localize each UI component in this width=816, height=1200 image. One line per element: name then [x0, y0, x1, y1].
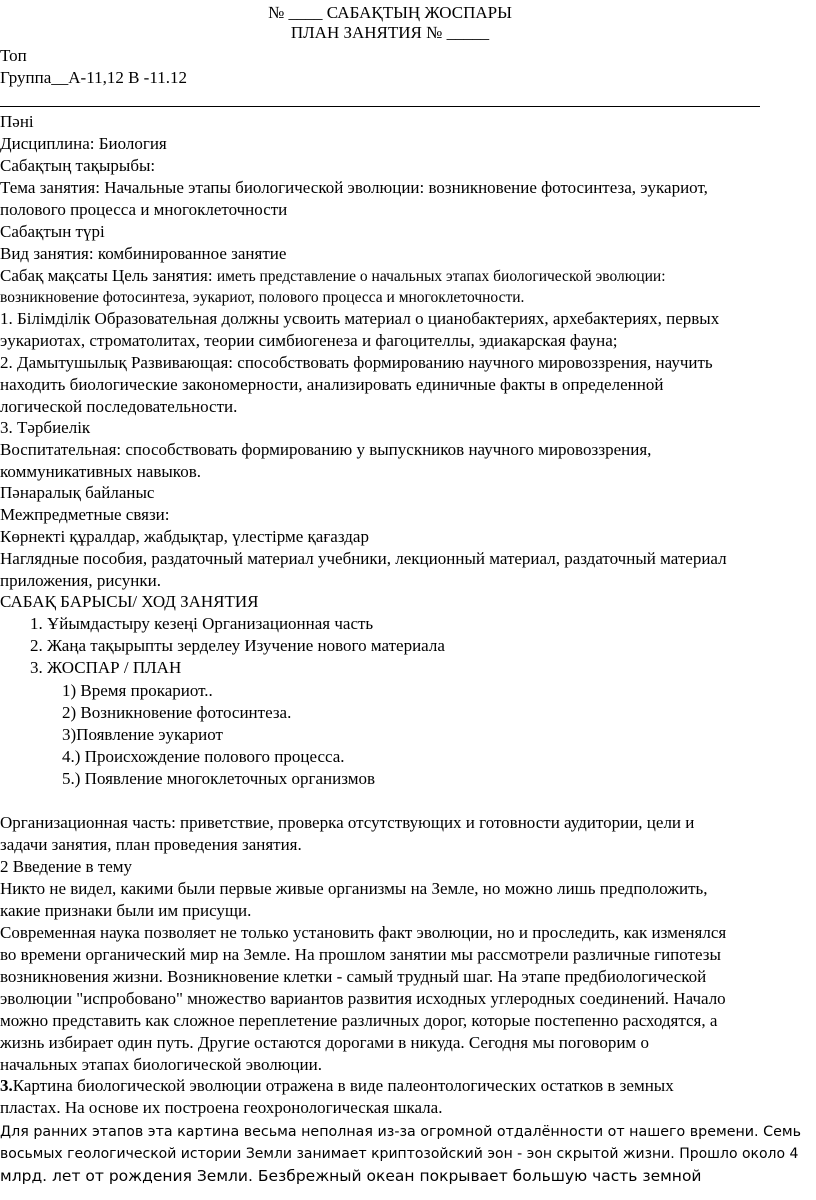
aids-line-1: Наглядные пособия, раздаточный материал учебники, лекционный материал, раздаточный материал	[0, 549, 727, 568]
plan-item-3: 3)Появление эукариот	[62, 725, 223, 744]
objective-dev-line-3: логической последовательности.	[0, 397, 238, 416]
objective-upb-label: 3. Тәрбиелік	[0, 418, 91, 437]
topic-line-1: Тема занятия: Начальные этапы биологической эволюции: возникновение фотосинтеза, эукариот,	[0, 178, 708, 197]
section-3-p4-line: Для ранних этапов эта картина весьма неполная из-за огромной отдалённости от нашего времени. Семь	[0, 1124, 801, 1140]
objective-edu-line-2: эукариотах, строматолитах, теории симбиогенеза и фагоцителлы, эдиакарская фауна;	[0, 331, 618, 350]
goal-text: иметь представление о начальных этапах биологической эволюции:	[216, 268, 666, 285]
objective-upb-line-2: коммуникативных навыков.	[0, 462, 201, 481]
group-line: Группа__А-11,12 В -11.12	[0, 68, 187, 87]
course-step-1: 1. Ұйымдастыру кезеңі Организационная часть	[30, 614, 374, 633]
intro-p2-line: Современная наука позволяет не только установить факт эволюции, но и проследить, как изменялся	[0, 923, 727, 942]
title-kz: № ____ САБАҚТЫҢ ЖОСПАРЫ	[268, 3, 512, 22]
intro-p2-line: можно представить как сложное переплетение различных дорог, которые постепенно расходятся, а	[0, 1011, 718, 1030]
section-3-number: 3.	[0, 1076, 13, 1095]
course-step-2: 2. Жаңа тақырыпты зерделеу Изучение нового материала	[30, 636, 445, 655]
intro-p1-line-1: Никто не видел, какими были первые живые организмы на Земле, но можно лишь предположить,	[0, 879, 708, 898]
subject-label-kz: Пәні	[0, 112, 34, 131]
header-divider	[0, 106, 760, 107]
intro-p2-line: во времени органический мир на Земле. На прошлом занятии мы рассмотрели различные гипотезы	[0, 945, 721, 964]
topic-line-2: полового процесса и многоклеточности	[0, 200, 288, 219]
intro-p2-line: эволюции "испробовано" множество вариантов развития исходных углеродных соединений. Начало	[0, 989, 726, 1008]
section-3-line-1	[0, 1075, 674, 1097]
course-step-3: 3. ЖОСПАР / ПЛАН	[30, 658, 182, 677]
goal-line-1	[0, 265, 666, 288]
intro-heading: 2 Введение в тему	[0, 857, 133, 876]
org-line-1: Организационная часть: приветствие, проверка отсутствующих и готовности аудитории, цели и	[0, 813, 695, 832]
links-label-ru: Межпредметные связи:	[0, 505, 170, 524]
discipline-line: Дисциплина: Биология	[0, 134, 167, 153]
intro-p1-line-2: какие признаки были им присущи.	[0, 901, 252, 920]
intro-p2-line: жизнь избирает один путь. Другие остаются дорогами в никуда. Сегодня мы поговорим о	[0, 1033, 649, 1052]
org-line-2: задачи занятия, план проведения занятия.	[0, 835, 302, 854]
intro-p2-line: начальных этапах биологической эволюции.	[0, 1055, 322, 1074]
section-3-line-2: пластах. На основе их построена геохронологическая шкала.	[0, 1098, 443, 1117]
objective-dev-line-2: находить биологические закономерности, анализировать единичные факты в определенной	[0, 375, 664, 394]
goal-line-2: возникновение фотосинтеза, эукариот, полового процесса и многоклеточности.	[0, 289, 525, 306]
plan-item-1: 1) Время прокариот..	[62, 681, 213, 700]
section-3-text: Картина биологической эволюции отражена в виде палеонтологических остатков в земных	[12, 1076, 674, 1095]
objective-upb-line-1: Воспитательная: способствовать формированию у выпускников научного мировоззрения,	[0, 440, 652, 459]
course-heading: САБАҚ БАРЫСЫ/ ХОД ЗАНЯТИЯ	[0, 592, 259, 611]
links-label-kz: Пәнаралық байланыс	[0, 483, 155, 502]
section-3-p4-line: восьмых геологической истории Земли занимает криптозойский эон - эон скрытой жизни. Прошло около 4	[0, 1146, 799, 1162]
group-label-kz: Топ	[0, 46, 27, 65]
type-label-kz: Сабақтын түрі	[0, 222, 105, 241]
goal-lead: Сабақ мақсаты Цель занятия:	[0, 266, 213, 285]
aids-label-kz: Көрнекті құралдар, жабдықтар, үлестірме қағаздар	[0, 527, 369, 546]
title-ru: ПЛАН ЗАНЯТИЯ № _____	[290, 23, 490, 42]
objective-edu-line-1: 1. Білімділік Образовательная должны усвоить материал о цианобактериях, архебактериях, первых	[0, 309, 720, 328]
aids-line-2: приложения, рисунки.	[0, 571, 161, 590]
section-3-p4-line: млрд. лет от рождения Земли. Безбрежный океан покрывает большую часть земной	[0, 1167, 702, 1185]
objective-dev-line-1: 2. Дамытушылық Развивающая: способствовать формированию научного мировоззрения, научить	[0, 353, 713, 372]
plan-item-2: 2) Возникновение фотосинтеза.	[62, 703, 292, 722]
plan-item-4: 4.) Происхождение полового процесса.	[62, 747, 345, 766]
plan-item-5: 5.) Появление многоклеточных организмов	[62, 769, 376, 788]
topic-label-kz: Сабақтың тақырыбы:	[0, 156, 156, 175]
type-line: Вид занятия: комбинированное занятие	[0, 244, 287, 263]
intro-p2-line: возникновения жизни. Возникновение клетки - самый трудный шаг. На этапе предбиологической	[0, 967, 707, 986]
